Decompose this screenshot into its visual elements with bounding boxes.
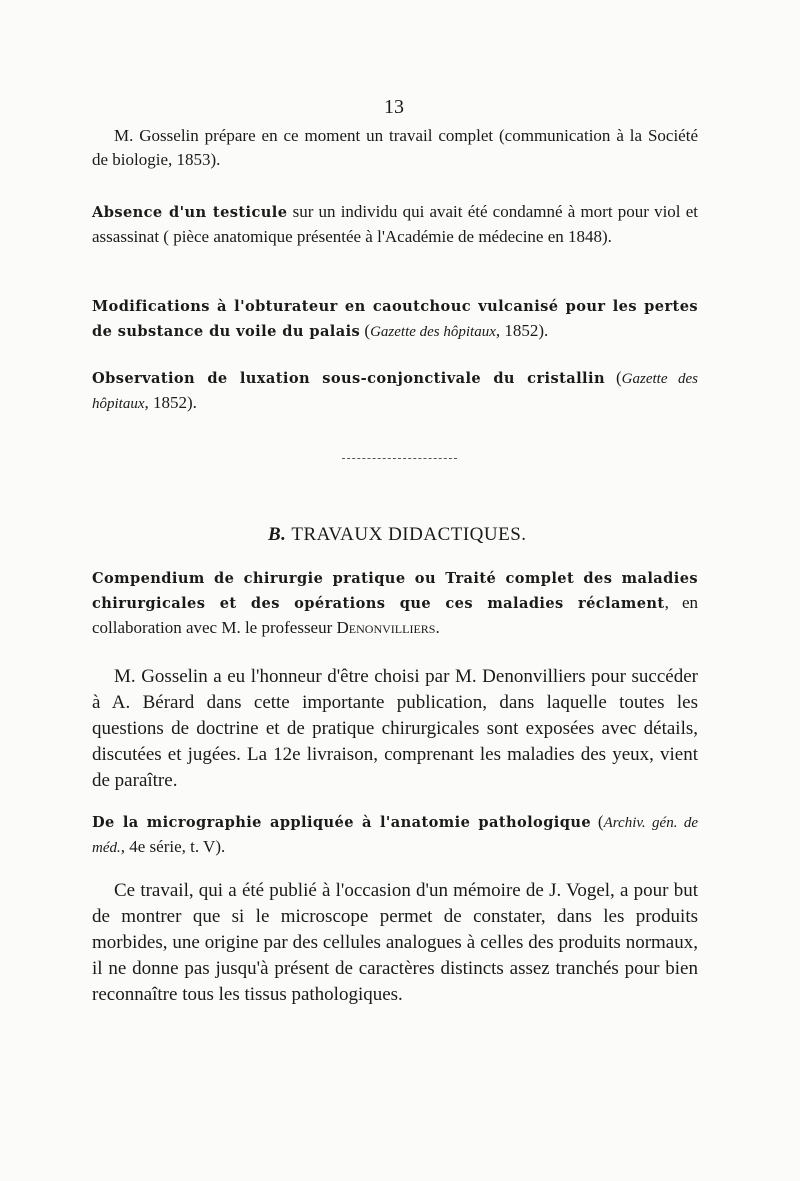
separator-rule [342, 458, 457, 459]
entry-obturateur [92, 294, 698, 344]
entry-micrographie [92, 810, 698, 860]
entry-title: Compendium de chirurgie pratique ou Traité complet des maladies chirurgicales et des opérations que ces maladies réclament [92, 570, 698, 612]
entry-luxation-cristallin [92, 366, 698, 416]
entry-paren-open: ( [604, 368, 622, 387]
entry-series: , 4e série, t. V). [120, 837, 226, 856]
paragraph-gosselin [92, 664, 698, 794]
entry-source: Archiv. gén. de méd. [92, 815, 698, 856]
paragraph-text: M. Gosselin prépare en ce moment un travail complet (communication à la Société de biologie, 1853). [92, 126, 698, 169]
paragraph-text: M. Gosselin a eu l'honneur d'être choisi par M. Denonvilliers pour succéder à A. Bérard dans cette importante publication, dans laquelle toutes les questions de doctrine et de pratique chirurgicales sont exposées avec détails, discutées et jugées. La 12e livraison, comprenant les maladies des yeux, vient de paraître. [92, 666, 698, 791]
author-name: Denonvilliers. [336, 618, 440, 637]
paragraph-vogel [92, 878, 698, 1008]
entry-title: Observation de luxation sous-conjonctivale du cristallin [92, 370, 605, 387]
entry-title: Absence d'un testicule [92, 204, 288, 221]
entry-source: Gazette des hôpitaux [370, 324, 496, 340]
entry-absence-testicule [92, 200, 698, 249]
entry-year: , 1852). [144, 393, 197, 412]
paragraph-text: Ce travail, qui a été publié à l'occasion d'un mémoire de J. Vogel, a pour but de montrer que si le microscope permet de constater, dans les produits morbides, une origine par des cellules analogues à celles des produits normaux, il ne donne pas jusqu'à présent de caractères distincts assez tranchés pour bien reconnaître tous les tissus pathologiques. [92, 880, 698, 1005]
entry-paren-open: ( [591, 812, 604, 831]
entry-text: , en collaboration avec M. le professeur [92, 593, 698, 637]
paragraph-biologie [92, 124, 698, 172]
entry-compendium [92, 566, 698, 640]
section-heading [268, 524, 527, 546]
section-letter: B. [268, 524, 287, 545]
entry-year: , 1852). [495, 321, 549, 340]
entry-title: De la micrographie appliquée à l'anatomie pathologique [92, 814, 592, 831]
page-number: 13 [384, 96, 404, 118]
entry-paren-open: ( [360, 321, 371, 340]
entry-title: Modifications à l'obturateur en caoutchouc vulcanisé pour les pertes de substance du voile du palais [92, 298, 698, 340]
section-title: TRAVAUX DIDACTIQUES. [286, 524, 527, 545]
entry-text: sur un individu qui avait été condamné à mort pour viol et assassinat ( pièce anatomique présentée à l'Académie de médecine en 1848). [92, 202, 698, 246]
entry-source: Gazette des hôpitaux [92, 371, 698, 412]
